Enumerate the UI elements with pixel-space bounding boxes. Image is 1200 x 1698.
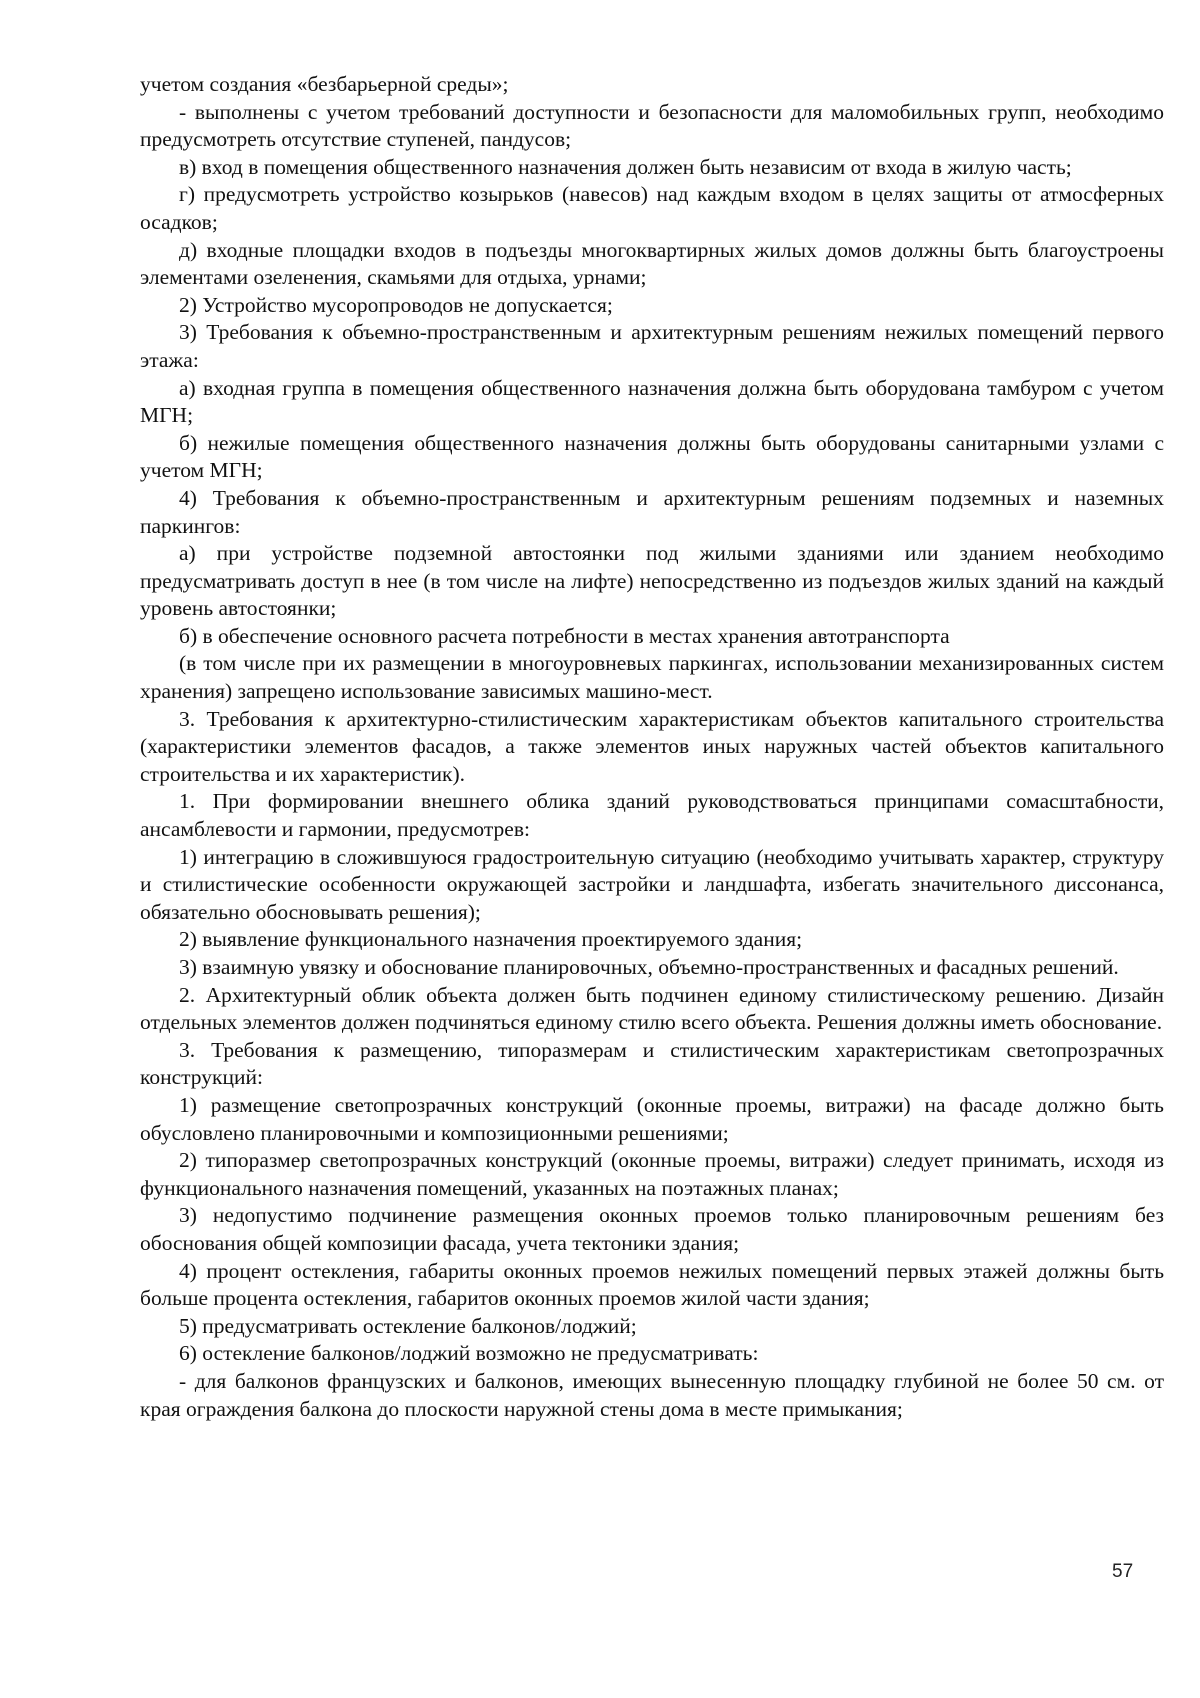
paragraph: - для балконов французских и балконов, имеющих вынесенную площадку глубиной не более 50 см. от края ограждения балкона до плоскости наружной стены дома в месте примыкания; [140, 1368, 1164, 1421]
paragraph: а) входная группа в помещения общественного назначения должна быть оборудована тамбуром с учетом МГН; [140, 375, 1164, 428]
paragraph: г) предусмотреть устройство козырьков (навесов) над каждым входом в целях защиты от атмосферных осадков; [140, 182, 1164, 234]
paragraph: в) вход в помещения общественного назначения должен быть независим от входа в жилую часть; [179, 154, 1072, 179]
paragraph: 2) Устройство мусоропроводов не допускается; [179, 292, 613, 317]
paragraph: 2) типоразмер светопрозрачных конструкций (оконные проемы, витражи) следует принимать, исходя из функционального назначения помещений, указанных на поэтажных планах; [140, 1148, 1164, 1200]
paragraph: 1. При формировании внешнего облика зданий руководствоваться принципами сомасштабности, ансамблевости и гармонии, предусмотрев: [140, 789, 1164, 842]
paragraph: 3) недопустимо подчинение размещения оконных проемов только планировочным решениям без обоснования общей композиции фасада, учета тектоники здания; [140, 1203, 1164, 1255]
paragraph: а) при устройстве подземной автостоянки под жилыми зданиями или зданием необходимо предусматривать доступ в нее (в том числе на лифте) непосредственно из подъездов жилых зданий на каждый уровень автостоянки; [140, 541, 1164, 621]
paragraph: б) нежилые помещения общественного назначения должны быть оборудованы санитарными узлами с учетом МГН; [140, 430, 1164, 483]
paragraph: 3) взаимную увязку и обоснование планировочных, объемно-пространственных и фасадных решений. [179, 955, 1119, 979]
paragraph: 2) выявление функционального назначения проектируемого здания; [179, 927, 803, 952]
paragraph: 2. Архитектурный облик объекта должен быть подчинен единому стилистическому решению. Дизайн отдельных элементов должен подчиняться единому стилю всего объекта. Решения должны иметь обоснование. [140, 982, 1164, 1035]
paragraph: д) входные площадки входов в подъезды многоквартирных жилых домов должны быть благоустроены элементами озеленения, скамьями для отдыха, урнами; [140, 237, 1164, 290]
paragraph: 3) Требования к объемно-пространственным и архитектурным решениям нежилых помещений первого этажа: [140, 320, 1164, 372]
page-number: 57 [1112, 1561, 1134, 1582]
paragraph: 4) Требования к объемно-пространственным и архитектурным решениям подземных и наземных паркингов: [140, 485, 1164, 538]
paragraph: 3. Требования к размещению, типоразмерам и стилистическим характеристикам светопрозрачных конструкций: [140, 1037, 1164, 1090]
paragraph: 3. Требования к архитектурно-стилистическим характеристикам объектов капитального строительства (характеристики элементов фасадов, а также элементов иных наружных частей объектов капитального строительства и их характеристик). [140, 706, 1164, 786]
paragraph: учетом создания «безбарьерной среды»; [140, 72, 509, 96]
paragraph: (в том числе при их размещении в многоуровневых паркингах, использовании механизированных систем хранения) запрещено использование зависимых машино-мест. [140, 651, 1164, 704]
paragraph: 1) размещение светопрозрачных конструкций (оконные проемы, витражи) на фасаде должно быть обусловлено планировочными и композиционными решениями; [140, 1092, 1164, 1145]
paragraph: - выполнены с учетом требований доступности и безопасности для маломобильных групп, необходимо предусмотреть отсутствие ступеней, пандусов; [140, 99, 1164, 152]
document-body [140, 71, 1164, 1423]
paragraph: 5) предусматривать остекление балконов/лоджий; [179, 1313, 637, 1338]
paragraph: б) в обеспечение основного расчета потребности в местах хранения автотранспорта [179, 623, 950, 648]
paragraph: 4) процент остекления, габариты оконных проемов нежилых помещений первых этажей должны быть больше процента остекления, габаритов оконных проемов жилой части здания; [140, 1258, 1164, 1311]
paragraph: 6) остекление балконов/лоджий возможно не предусматривать: [179, 1341, 759, 1366]
paragraph: 1) интеграцию в сложившуюся градостроительную ситуацию (необходимо учитывать характер, структуру и стилистические особенности окружающей застройки и ландшафта, избегать значительного диссонанса, обязательно обосновывать решения); [140, 844, 1164, 924]
